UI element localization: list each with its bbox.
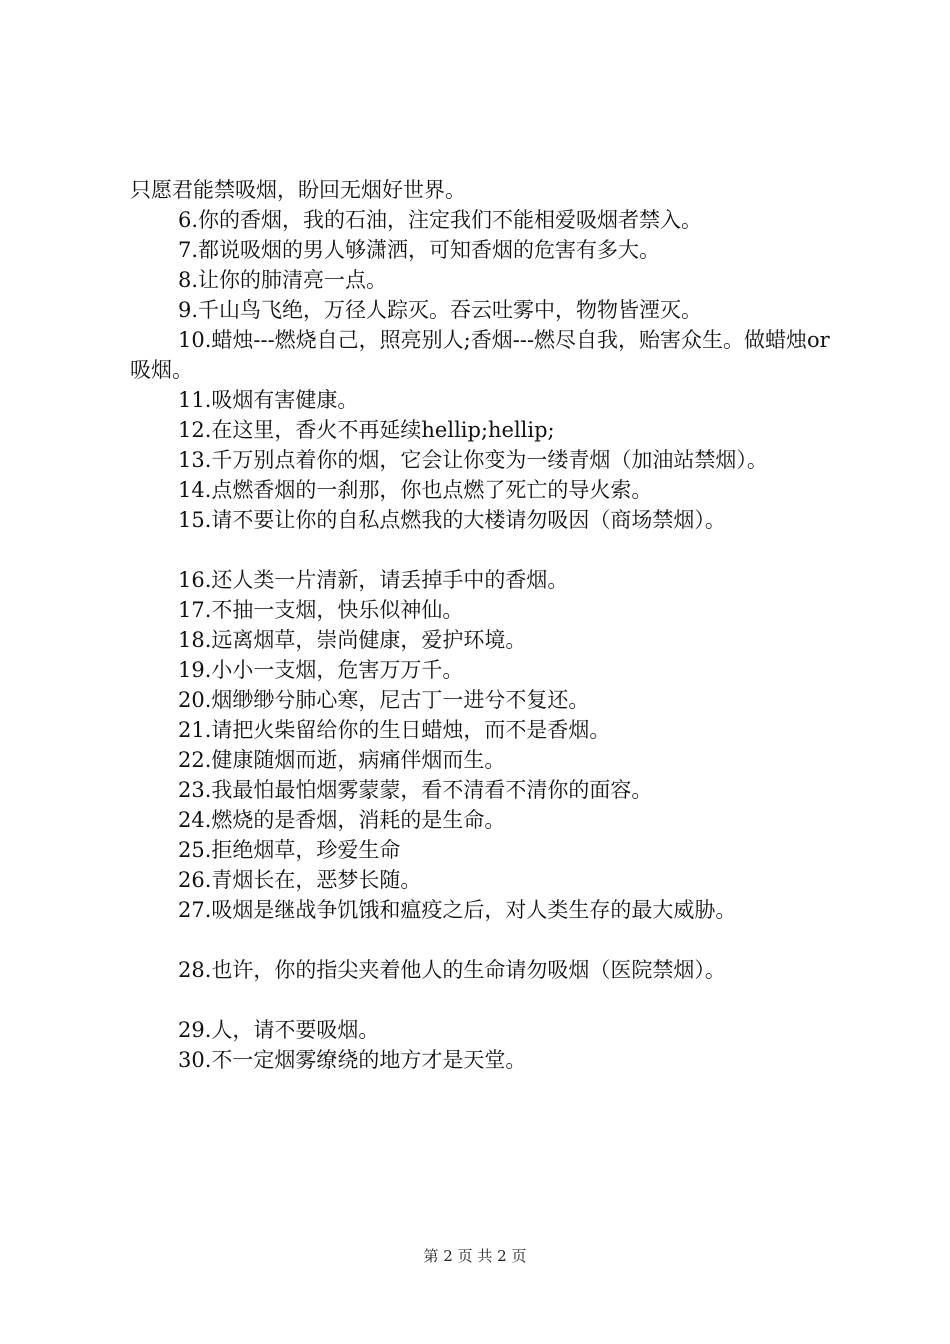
list-item: 20.烟缈缈兮肺心寒，尼古丁一进兮不复还。 <box>178 688 590 712</box>
list-item: 22.健康随烟而逝，病痛伴烟而生。 <box>178 748 506 772</box>
list-item: 15.请不要让你的自私点燃我的大楼请勿吸因（商场禁烟）。 <box>178 508 726 532</box>
list-item: 28.也许，你的指尖夹着他人的生命请勿吸烟（医院禁烟）。 <box>178 958 726 982</box>
list-item: 9.千山鸟飞绝，万径人踪灭。吞云吐雾中，物物皆湮灭。 <box>178 298 703 322</box>
list-item: 12.在这里，香火不再延续hellip;hellip; <box>178 418 555 442</box>
slogan-list <box>130 175 835 1075</box>
list-item: 16.还人类一片清新，请丢掉手中的香烟。 <box>178 568 569 592</box>
list-item: 19.小小一支烟，危害万万千。 <box>178 658 464 682</box>
spacer <box>130 985 835 1015</box>
list-item: 23.我最怕最怕烟雾蒙蒙，看不清看不清你的面容。 <box>178 778 653 802</box>
list-item: 7.都说吸烟的男人够潇洒，可知香烟的危害有多大。 <box>178 238 661 262</box>
list-item: 25.拒绝烟草，珍爱生命 <box>178 838 401 862</box>
spacer <box>130 925 835 955</box>
page-number-footer: 第 2 页 共 2 页 <box>423 1247 527 1265</box>
list-item: 14.点燃香烟的一刹那，你也点燃了死亡的导火索。 <box>178 478 653 502</box>
list-item: 18.远离烟草，崇尚健康，爱护环境。 <box>178 628 527 652</box>
list-item: 只愿君能禁吸烟，盼回无烟好世界。 <box>130 178 466 202</box>
list-item: 27.吸烟是继战争饥饿和瘟疫之后，对人类生存的最大威胁。 <box>178 898 737 922</box>
list-item: 8.让你的肺清亮一点。 <box>178 268 388 292</box>
list-item: 26.青烟长在，恶梦长随。 <box>178 868 422 892</box>
list-item: 24.燃烧的是香烟，消耗的是生命。 <box>178 808 506 832</box>
spacer <box>130 535 835 565</box>
list-item: 17.不抽一支烟，快乐似神仙。 <box>178 598 464 622</box>
list-item: 29.人，请不要吸烟。 <box>178 1018 380 1042</box>
list-item: 10.蜡烛---燃烧自己，照亮别人;香烟---燃尽自我，贻害众生。做蜡烛or吸烟。 <box>130 328 830 382</box>
list-item: 21.请把火柴留给你的生日蜡烛，而不是香烟。 <box>178 718 611 742</box>
list-item: 13.千万别点着你的烟，它会让你变为一缕青烟（加油站禁烟）。 <box>178 448 768 472</box>
list-item: 11.吸烟有害健康。 <box>178 388 359 412</box>
list-item: 6.你的香烟，我的石油，注定我们不能相爱吸烟者禁入。 <box>178 208 703 232</box>
list-item: 30.不一定烟雾缭绕的地方才是天堂。 <box>178 1048 527 1072</box>
